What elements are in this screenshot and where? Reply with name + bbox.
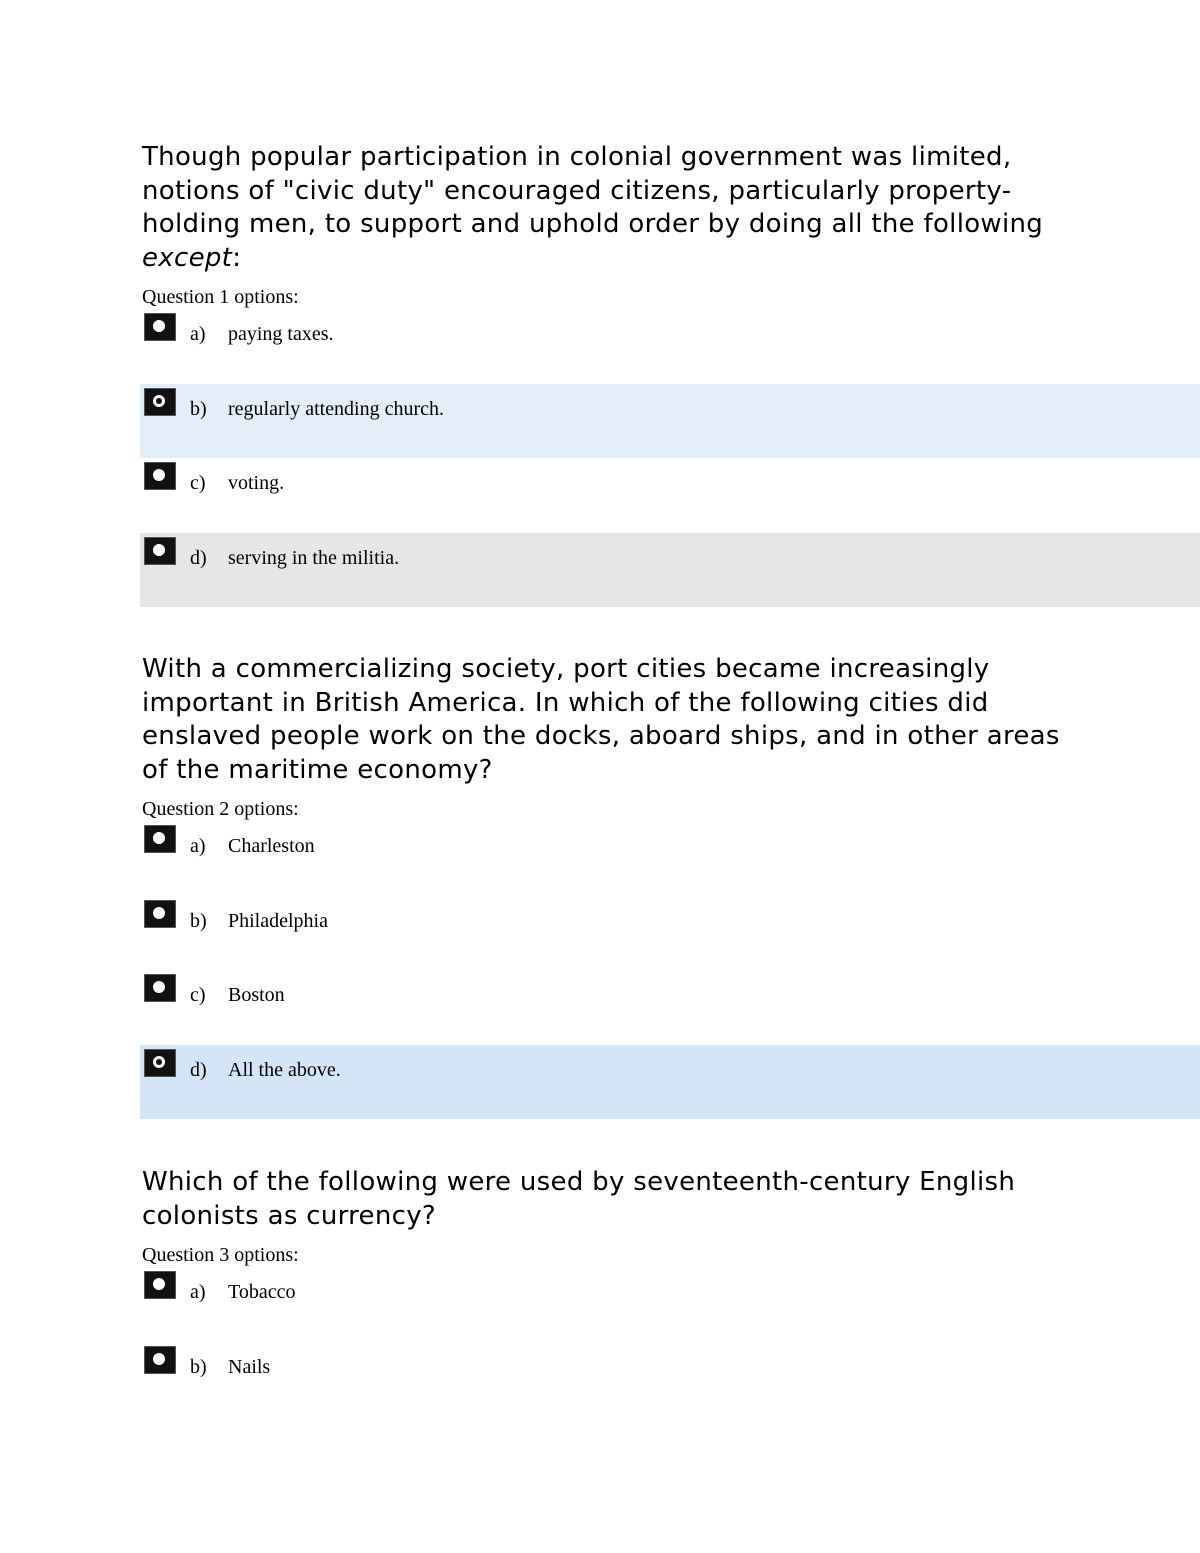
option-text: Boston xyxy=(228,984,285,1006)
option-text: Tobacco xyxy=(228,1281,296,1303)
question-1 xyxy=(140,141,1200,607)
question-1-option-a[interactable] xyxy=(140,309,1200,384)
question-3-text: Which of the following were used by seventeenth-century English colonists as currency? xyxy=(142,1167,1016,1231)
option-letter: a) xyxy=(190,323,206,345)
option-letter: b) xyxy=(190,909,207,932)
option-text: Charleston xyxy=(228,835,315,857)
option-letter: d) xyxy=(190,546,207,569)
radio-button[interactable] xyxy=(144,825,176,853)
radio-button[interactable] xyxy=(144,537,176,565)
question-2-option-c[interactable] xyxy=(140,970,1200,1045)
option-text: Nails xyxy=(228,1355,271,1378)
question-1-option-c[interactable] xyxy=(140,458,1200,533)
option-letter: c) xyxy=(190,984,206,1006)
option-letter: c) xyxy=(190,472,206,494)
option-letter: b) xyxy=(190,397,207,420)
question-1-option-b[interactable] xyxy=(140,384,1200,459)
radio-button-selected[interactable] xyxy=(144,1049,176,1077)
option-text: Philadelphia xyxy=(228,909,328,932)
question-3-option-a[interactable] xyxy=(140,1267,1200,1342)
radio-button[interactable] xyxy=(144,900,176,928)
option-letter: a) xyxy=(190,835,206,857)
radio-button[interactable] xyxy=(144,313,176,341)
question-2-options-label: Question 2 options: xyxy=(142,798,299,820)
question-3 xyxy=(140,1166,1200,1416)
radio-button[interactable] xyxy=(144,1271,176,1299)
option-letter: a) xyxy=(190,1281,206,1303)
question-3-options-label: Question 3 options: xyxy=(142,1244,299,1266)
question-2-option-a[interactable] xyxy=(140,821,1200,896)
radio-button[interactable] xyxy=(144,462,176,490)
question-1-options-label: Question 1 options: xyxy=(142,286,299,308)
option-text: voting. xyxy=(228,472,285,494)
question-2-option-b[interactable] xyxy=(140,896,1200,971)
radio-button-selected[interactable] xyxy=(144,388,176,416)
question-1-text: Though popular participation in colonial government was limited, notions of "civic duty" encouraged citizens, particularly property-holding men, to support and uphold order by doing all the following except: xyxy=(142,142,1044,273)
question-2-text: With a commercializing society, port cities became increasingly important in British America. In which of the following cities did enslaved people work on the docks, aboard ships, and in other areas of the maritime economy? xyxy=(142,654,1060,785)
option-text: All the above. xyxy=(228,1058,341,1081)
option-letter: d) xyxy=(190,1058,207,1081)
question-3-option-b[interactable] xyxy=(140,1342,1200,1417)
option-text: serving in the militia. xyxy=(228,546,400,569)
option-text: paying taxes. xyxy=(228,323,334,345)
question-1-option-d[interactable] xyxy=(140,533,1200,608)
option-text: regularly attending church. xyxy=(228,397,445,420)
radio-button[interactable] xyxy=(144,1346,176,1374)
question-2-option-d[interactable] xyxy=(140,1045,1200,1120)
question-2 xyxy=(140,653,1200,1119)
radio-button[interactable] xyxy=(144,974,176,1002)
option-letter: b) xyxy=(190,1355,207,1378)
